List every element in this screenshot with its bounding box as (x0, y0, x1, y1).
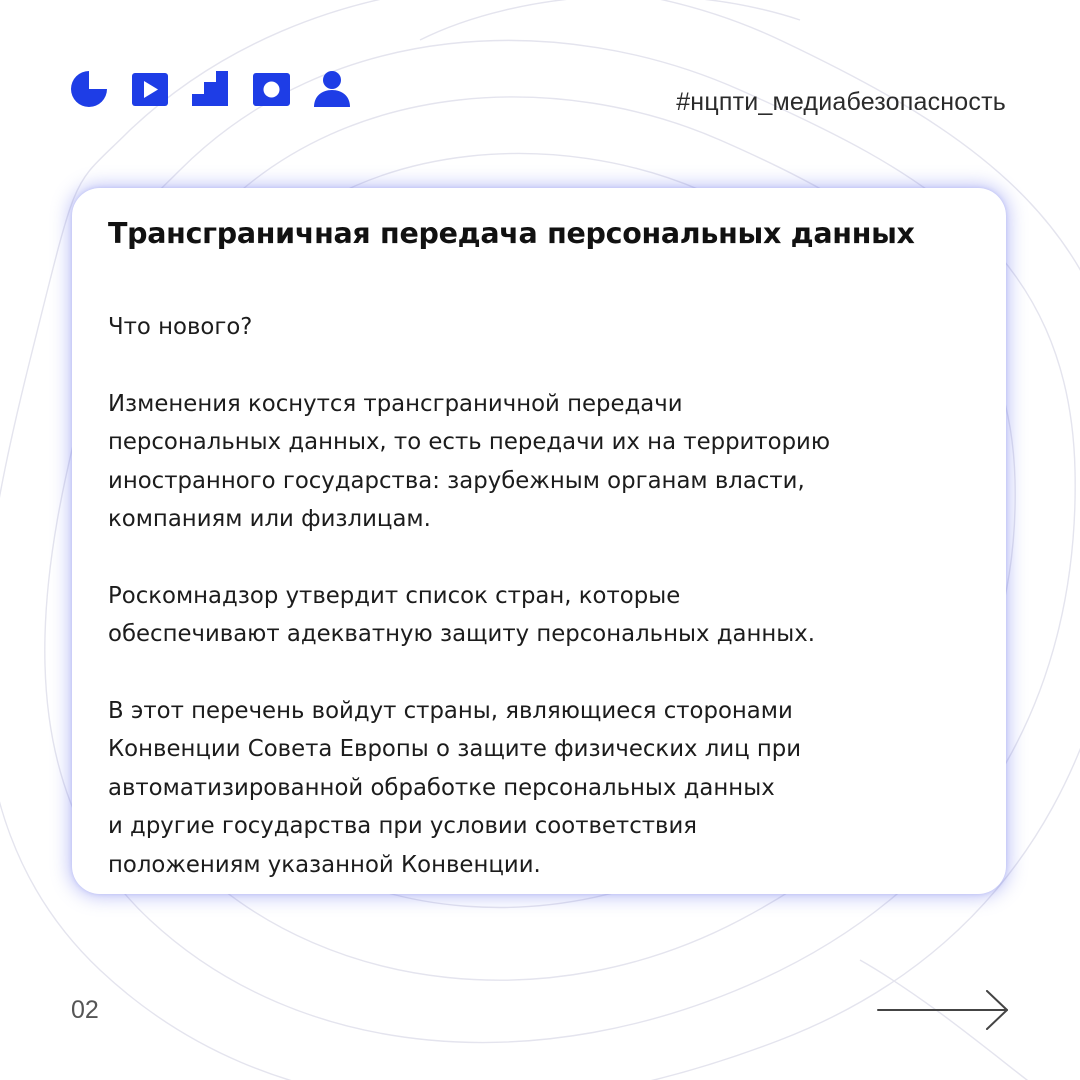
paragraph-line: компаниям или физлицам. (108, 506, 431, 532)
paragraph-line: положениям указанной Конвенции. (108, 851, 541, 878)
paragraph-line: Изменения коснутся трансграничной передачи (108, 390, 683, 417)
paragraph-intro (108, 308, 970, 347)
paragraph-line: Что нового? (108, 314, 253, 340)
paragraph-line: Конвенции Совета Европы о защите физических лиц при (108, 736, 802, 762)
brand-logo (70, 70, 355, 110)
quarter-circle-icon (71, 71, 107, 107)
paragraph-convention (108, 692, 970, 885)
paragraph-line: персональных данных, то есть передачи их на территорию (108, 429, 831, 455)
stairs-icon (192, 71, 228, 106)
paragraph-changes (108, 385, 970, 539)
card-title: Трансграничная передача персональных данных (108, 217, 915, 250)
paragraph-roskomnadzor (108, 577, 970, 654)
user-icon (314, 71, 350, 107)
paragraph-line: обеспечивают адекватную защиту персональных данных. (108, 621, 816, 647)
paragraph-line: и другие государства при условии соответствия (108, 813, 697, 839)
play-square-icon (132, 73, 168, 106)
ring-square-icon (253, 73, 290, 106)
paragraph-line: Роскомнадзор утвердит список стран, которые (108, 582, 681, 609)
page-number: 02 (71, 996, 99, 1024)
paragraph-line: иностранного государства: зарубежным органам власти, (108, 467, 805, 494)
paragraph-line: автоматизированной обработке персональных данных (108, 774, 775, 801)
arrow-right-icon[interactable] (876, 990, 1012, 1030)
hashtag-label: #нцпти_медиабезопасность (676, 88, 1006, 116)
content-card (72, 188, 1006, 894)
paragraph-line: В этот перечень войдут страны, являющиеся сторонами (108, 697, 793, 724)
